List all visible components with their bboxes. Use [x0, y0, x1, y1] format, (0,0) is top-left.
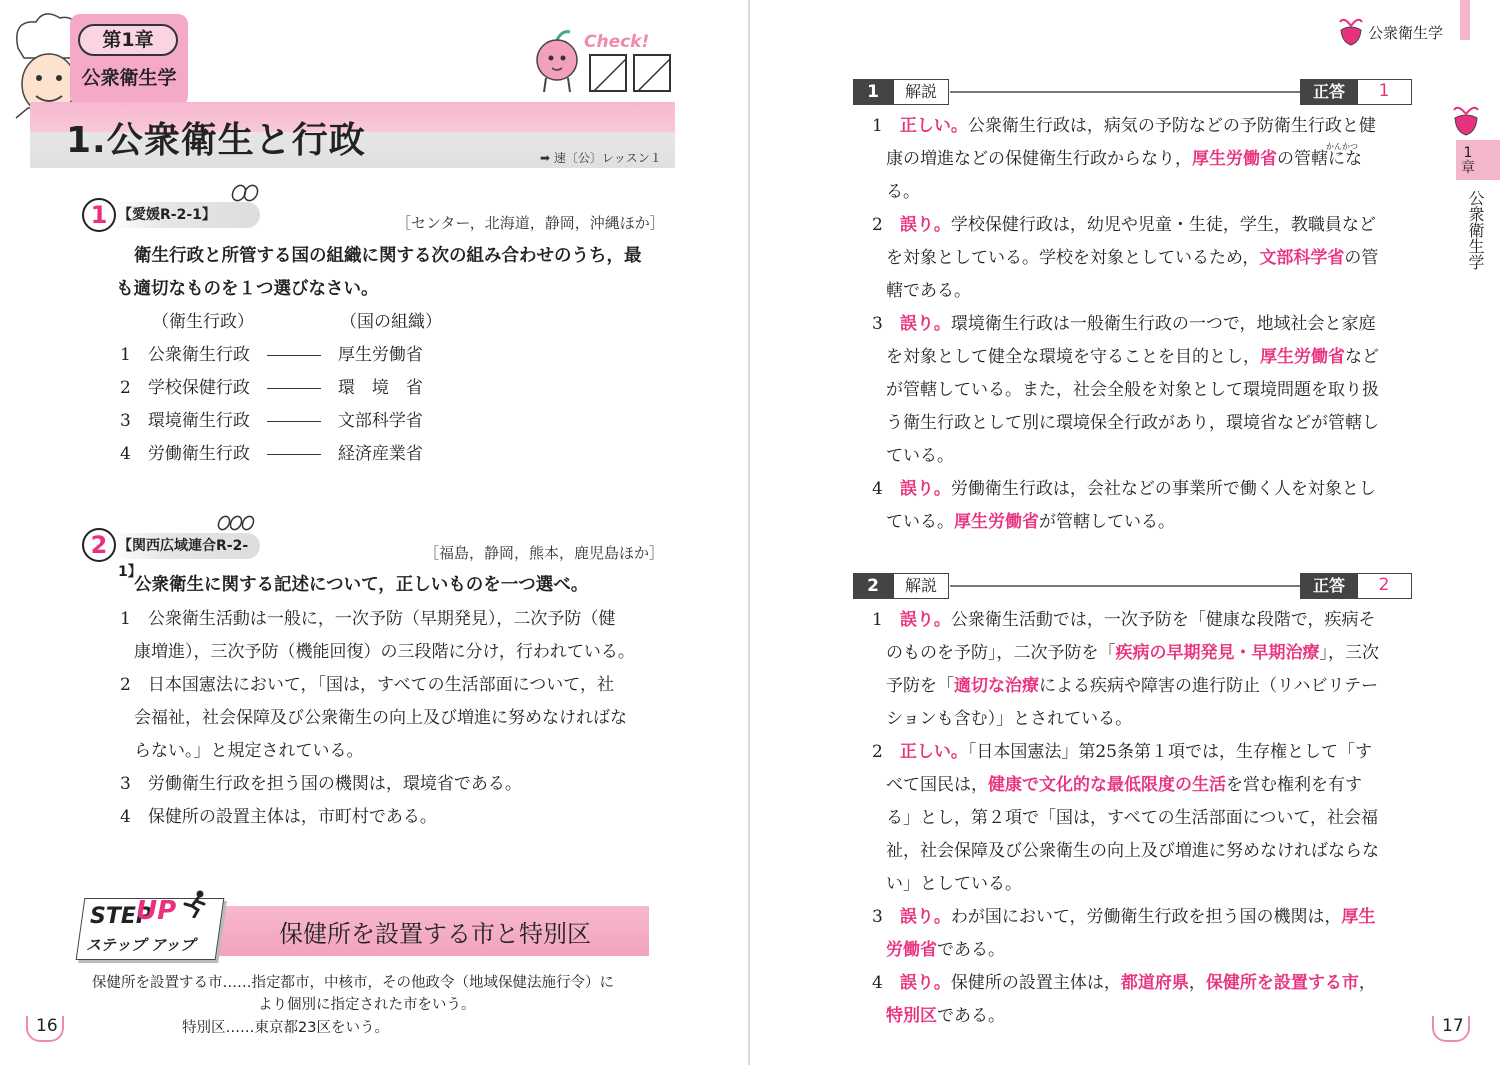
q2-stem: 公衆衛生に関する記述について，正しいものを一つ選べ。	[134, 575, 589, 595]
explanation-1-3-cont3: う衛生行政として別に環境保全行政があり，環境省などが管轄し	[886, 413, 1379, 433]
q1-stem-line1: 衛生行政と所管する国の組織に関する次の組み合わせのうち，最	[134, 246, 642, 266]
stepup-note-1: 保健所を設置する市……指定都市，中核市，その他政令（地域保健法施行令）に	[92, 975, 614, 991]
correct-answer-1: 1	[1356, 79, 1412, 105]
q2-tag: 【関西広域連合R-2-1】	[112, 533, 260, 559]
q2-option-2-cont1: 会福祉，社会保障及び公衆衛生の向上及び増進に努めなければな	[134, 708, 627, 728]
explanation-2-3-cont: 労働省である。	[886, 940, 1005, 960]
explanation-1-3-cont: を対象として健全な環境を守ることを目的とし，厚生労働省など	[886, 347, 1379, 367]
explanation-2-1-cont2: 予防を「適切な治療による疾病や障害の進行防止（リハビリテー	[886, 676, 1379, 696]
explanation-1-1: 1 正しい。公衆衛生行政は，病気の予防などの予防衛生行政と健	[872, 116, 1376, 136]
q2-number: 2	[82, 528, 116, 562]
q1-tag: 【愛媛R-2-1】	[112, 202, 260, 228]
q1-option-1[interactable]: 1 公衆衛生行政 厚生労働省	[120, 345, 423, 365]
explanation-2-2-cont4: い」としている。	[886, 874, 1022, 894]
q1-sources: ［センター，北海道，静岡，沖縄ほか］	[396, 214, 665, 232]
explanation-1-1-cont: 康の増進などの保健衛生行政からなり，厚生労働省の管轄にな	[886, 149, 1362, 169]
q1-number: 1	[82, 198, 116, 232]
q2-option-2-cont2: らない。」と規定されている。	[134, 741, 364, 761]
page-number-left: 16	[36, 1016, 58, 1036]
explanation-2-1-cont: のものを予防」，二次予防を「疾病の早期発見・早期治療」，三次	[886, 643, 1379, 663]
stepup-note-2: より個別に指定された市をいう。	[258, 997, 476, 1013]
chapter-title: 公衆衛生学	[81, 67, 177, 89]
correct-label: 正答	[1300, 573, 1358, 599]
answer-1-number: 1	[853, 79, 893, 105]
explanation-2-3: 3 誤り。わが国において，労働衛生行政を担う国の機関は，厚生	[872, 907, 1376, 927]
q1-stem-line2: も適切なものを１つ選びなさい。	[116, 279, 379, 299]
stepup-logo-kana: ステップ アップ	[86, 936, 195, 954]
q2-option-1-cont: 康増進），三次予防（機能回復）の三段階に分け，行われている。	[134, 642, 635, 662]
q1-option-4[interactable]: 4 労働衛生行政 経済産業省	[120, 444, 423, 464]
q1-option-3[interactable]: 3 環境衛生行政 文部科学省	[120, 411, 423, 431]
ruby-text: かんかつ	[1326, 142, 1358, 151]
explanation-2-1-cont3: ションも含む）」とされている。	[886, 709, 1133, 729]
difficulty-icon	[230, 184, 260, 202]
runner-icon	[182, 890, 208, 918]
page-title: 1.公衆衛生と行政	[66, 120, 366, 161]
side-chapter-number: 1 章	[1461, 145, 1475, 176]
q1-col-header-2: （国の組織）	[340, 312, 442, 332]
stepup-note-3: 特別区……東京都23区をいう。	[182, 1020, 389, 1036]
check-label: Check!	[584, 32, 650, 52]
correct-label: 正答	[1300, 79, 1358, 105]
answer-rule	[950, 91, 1302, 93]
q2-option-3[interactable]: 3 労働衛生行政を担う国の機関は，環境省である。	[120, 774, 522, 794]
explanation-1-2: 2 誤り。学校保健行政は，幼児や児童・生徒，学生，教職員など	[872, 215, 1376, 235]
explanation-2-4-cont: 特別区である。	[886, 1006, 1005, 1026]
stepup-logo-text: STEP	[90, 904, 153, 929]
q2-option-1[interactable]: 1 公衆衛生活動は一般に，一次予防（早期発見），二次予防（健	[120, 609, 616, 629]
explanation-1-4: 4 誤り。労働衛生行政は，会社などの事業所で働く人を対象とし	[872, 479, 1376, 499]
explanation-2-1: 1 誤り。公衆衛生活動では，一次予防を「健康な段階で，疾病そ	[872, 610, 1376, 630]
page-number-right: 17	[1442, 1016, 1464, 1036]
explanation-1-3-cont4: ている。	[886, 446, 954, 466]
explanation-1-4-cont: ている。厚生労働省が管轄している。	[886, 512, 1175, 532]
radish-icon	[1338, 16, 1364, 46]
explanation-1-3: 3 誤り。環境衛生行政は一般衛生行政の一つで，地域社会と家庭	[872, 314, 1376, 334]
explanation-2-4: 4 誤り。保健所の設置主体は，都道府県，保健所を設置する市，	[872, 973, 1376, 993]
difficulty-icon	[216, 514, 258, 532]
lesson-reference: ➡ 速〔公〕レッスン１	[540, 151, 662, 165]
running-header: 公衆衛生学	[1368, 24, 1444, 42]
stepup-logo-up: UP	[136, 896, 177, 926]
explanation-1-2-cont: を対象としている。学校を対象としているため，文部科学省の管	[886, 248, 1379, 268]
chapter-number: 第1章	[78, 24, 178, 56]
answer-2-number: 2	[853, 573, 893, 599]
explanation-1-3-cont2: が管轄している。また，社会全般を対象として環境問題を取り扱	[886, 380, 1379, 400]
explanation-2-2-cont2: る」とし，第２項で「国は，すべての生活部面について，社会福	[886, 808, 1378, 828]
page-gutter	[748, 0, 750, 1065]
side-chapter-title: 公衆衛生学	[1466, 190, 1485, 270]
q2-sources: ［福島，静岡，熊本，鹿児島ほか］	[424, 544, 665, 562]
explanation-2-2: 2 正しい。「日本国憲法」第25条第１項では，生存権として「す	[872, 742, 1372, 762]
explanation-2-2-cont3: 祉，社会保障及び公衆衛生の向上及び増進に努めなければならな	[886, 841, 1379, 861]
apple-mascot-icon	[532, 28, 582, 94]
answer-1-label: 解説	[893, 79, 949, 105]
header-tab	[1460, 0, 1470, 40]
explanation-1-1-cont2: る。	[886, 182, 920, 202]
answer-rule	[950, 585, 1302, 587]
explanation-1-2-cont2: 轄である。	[886, 281, 971, 301]
check-box-1[interactable]	[589, 54, 627, 92]
stepup-title: 保健所を設置する市と特別区	[279, 920, 591, 948]
q1-option-2[interactable]: 2 学校保健行政 環 境 省	[120, 378, 423, 398]
radish-icon	[1452, 104, 1480, 136]
answer-2-label: 解説	[893, 573, 949, 599]
q2-option-2[interactable]: 2 日本国憲法において，「国は，すべての生活部面について，社	[120, 675, 614, 695]
check-box-2[interactable]	[633, 54, 671, 92]
q1-col-header-1: （衛生行政）	[152, 312, 254, 332]
explanation-2-2-cont: べて国民は，健康で文化的な最低限度の生活を営む権利を有す	[886, 775, 1362, 795]
correct-answer-2: 2	[1356, 573, 1412, 599]
q2-option-4[interactable]: 4 保健所の設置主体は，市町村である。	[120, 807, 437, 827]
